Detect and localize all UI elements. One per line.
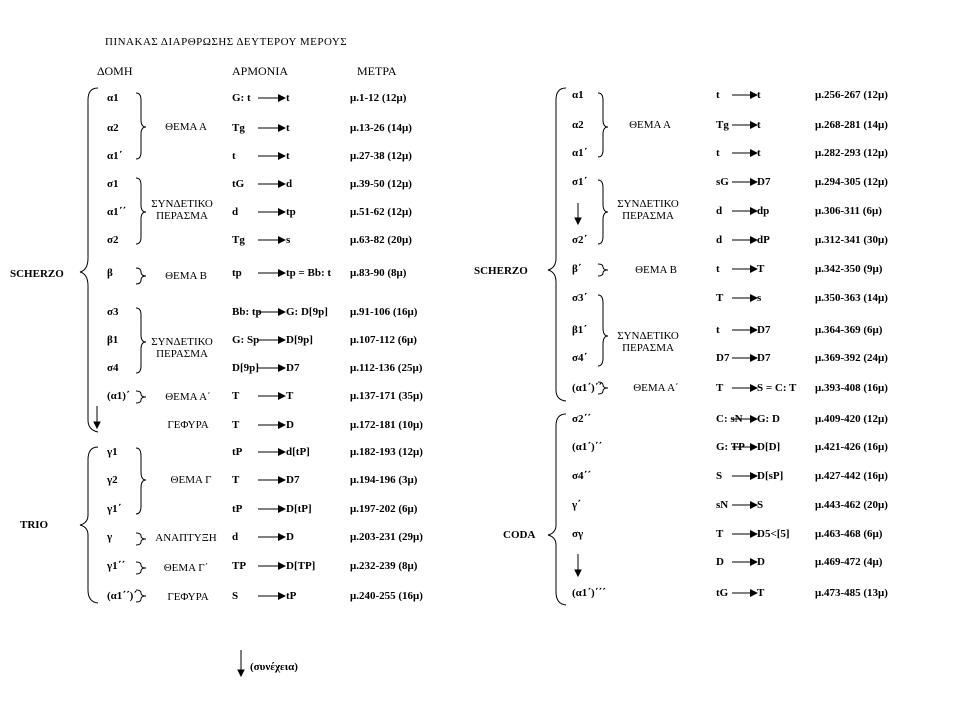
harmony-arrow-icon [258, 307, 288, 317]
structure-label: σ2 [107, 234, 119, 246]
harmony-start: T [716, 528, 724, 540]
harmony-start: Bb: tp [232, 306, 262, 318]
structure-label: β [107, 267, 113, 279]
measure-range: μ.256-267 (12μ) [815, 89, 888, 101]
harmony-end: t [757, 147, 761, 159]
measure-range: μ.194-196 (3μ) [350, 474, 418, 486]
harmony-arrow-icon [258, 475, 288, 485]
measure-range: μ.350-363 (14μ) [815, 292, 888, 304]
harmony-arrow-icon [258, 363, 288, 373]
harmony-arrow-icon [258, 93, 288, 103]
structure-label: β1΄ [572, 324, 587, 336]
harmony-end: s [757, 292, 762, 304]
harmony-arrow-icon [732, 588, 760, 598]
harmony-end: tp [286, 206, 296, 218]
harmony-end: S = C: T [757, 382, 797, 394]
measure-range: μ.312-341 (30μ) [815, 234, 888, 246]
structure-label: α1΄΄ [107, 206, 126, 218]
measure-range: μ.369-392 (24μ) [815, 352, 888, 364]
harmony-arrow-icon [258, 179, 288, 189]
measure-range: μ.294-305 (12μ) [815, 176, 888, 188]
harmony-arrow-icon [258, 420, 288, 430]
measure-range: μ.51-62 (12μ) [350, 206, 412, 218]
harmony-end: D7 [757, 176, 771, 188]
measure-range: μ.409-420 (12μ) [815, 413, 888, 425]
harmony-start: d [232, 531, 239, 543]
measure-range: μ.197-202 (6μ) [350, 503, 418, 515]
measure-range: μ.463-468 (6μ) [815, 528, 883, 540]
harmony-end: d [286, 178, 293, 190]
harmony-arrow-icon [732, 120, 760, 130]
structure-label: α1΄ [572, 147, 588, 159]
harmony-arrow-icon [732, 206, 760, 216]
harmony-start: tP [232, 503, 243, 515]
harmony-end: t [286, 92, 290, 104]
harmony-start: D [716, 556, 724, 568]
measure-range: μ.282-293 (12μ) [815, 147, 888, 159]
measure-range: μ.306-311 (6μ) [815, 205, 882, 217]
harmony-arrow-icon [732, 353, 760, 363]
harmony-start: T [232, 474, 240, 486]
measure-range: μ.112-136 (25μ) [350, 362, 423, 374]
section-scherzo: SCHERZO [10, 268, 64, 280]
harmony-arrow-icon [732, 471, 760, 481]
theme-label: ΘΕΜΑ Α [165, 121, 207, 133]
structure-label: (α1΄)΄΄ [572, 382, 602, 394]
measure-range: μ.39-50 (12μ) [350, 178, 412, 190]
structure-label: σ4΄΄ [572, 470, 591, 482]
structure-label: β΄ [572, 263, 582, 275]
measure-range: μ.137-171 (35μ) [350, 390, 423, 402]
page-title: ΠΙΝΑΚΑΣ ΔΙΑΡΘΡΩΣΗΣ ΔΕΥΤΕΡΟΥ ΜΕΡΟΥΣ [105, 36, 348, 48]
harmony-start: Tg [232, 234, 245, 246]
structure-label: σ4΄ [572, 352, 588, 364]
harmony-start: d [232, 206, 239, 218]
structure-label: α2 [107, 122, 119, 134]
structure-label: σ2΄΄ [572, 413, 591, 425]
harmony-end: t [757, 89, 761, 101]
measure-range: μ.1-12 (12μ) [350, 92, 407, 104]
measure-range: μ.427-442 (16μ) [815, 470, 888, 482]
harmony-start: G: t [232, 92, 251, 104]
harmony-end: d[tP] [286, 446, 310, 458]
harmony-arrow-icon [732, 557, 760, 567]
measure-range: μ.13-26 (14μ) [350, 122, 412, 134]
harmony-end: dP [757, 234, 770, 246]
harmony-arrow-icon [732, 264, 760, 274]
measure-range: μ.421-426 (16μ) [815, 441, 888, 453]
harmony-end: dp [757, 205, 770, 217]
structure-label: (α1)΄ [107, 390, 130, 402]
harmony-arrow-icon [732, 529, 760, 539]
measure-range: μ.342-350 (9μ) [815, 263, 883, 275]
harmony-arrow-icon [258, 335, 288, 345]
harmony-end: G: D[9p] [286, 306, 328, 318]
harmony-end: tP [286, 590, 297, 602]
harmony-start: Tg [232, 122, 245, 134]
harmony-start: G: Sp [232, 334, 260, 346]
structure-label: γ [107, 531, 113, 543]
harmony-end: D[D] [757, 441, 781, 453]
structure-label: α1 [572, 89, 584, 101]
harmony-start: t [232, 150, 236, 162]
harmony-start: T [716, 382, 724, 394]
harmony-start: sG [716, 176, 729, 188]
harmony-arrow-icon [732, 500, 760, 510]
theme-label: ΘΕΜΑ Β [165, 270, 207, 282]
measure-range: μ.203-231 (29μ) [350, 531, 423, 543]
measure-range: μ.182-193 (12μ) [350, 446, 423, 458]
harmony-start: S [232, 590, 239, 602]
structure-label: (α1΄΄)΄ [107, 590, 137, 602]
harmony-start: D[9p] [232, 362, 259, 374]
structure-label: γ1 [107, 446, 118, 458]
harmony-start: sN [716, 499, 729, 511]
harmony-arrow-icon [732, 442, 760, 452]
measure-range: μ.473-485 (13μ) [815, 587, 888, 599]
harmony-start: T [232, 390, 240, 402]
section-scherzo-reprise: SCHERZO [474, 265, 528, 277]
harmony-arrow-icon [258, 268, 288, 278]
structure-label: σ1΄ [572, 176, 588, 188]
harmony-start: d [716, 234, 723, 246]
structure-label: γ1΄΄ [107, 560, 125, 572]
structure-label: γ1΄ [107, 503, 122, 515]
harmony-start: Tg [716, 119, 729, 131]
harmony-arrow-icon [732, 235, 760, 245]
harmony-arrow-icon [732, 383, 760, 393]
harmony-start: t [716, 89, 720, 101]
measure-range: μ.393-408 (16μ) [815, 382, 888, 394]
theme-label: ΘΕΜΑ Γ΄ [163, 562, 209, 574]
harmony-start: TP [232, 560, 247, 572]
harmony-arrow-icon [258, 391, 288, 401]
harmony-end: t [286, 150, 290, 162]
harmony-end: T [757, 263, 765, 275]
measure-range: μ.268-281 (14μ) [815, 119, 888, 131]
harmony-arrow-icon [732, 90, 760, 100]
harmony-end: D[TP] [286, 560, 316, 572]
section-coda: CODA [503, 529, 536, 541]
header-harmony: ΑΡΜΟΝΙΑ [232, 64, 289, 78]
structure-label: (α1΄)΄΄ [572, 441, 602, 453]
continues-note: (συνέχεια) [250, 661, 298, 673]
measure-range: μ.364-369 (6μ) [815, 324, 883, 336]
structure-label: (α1΄)΄΄΄ [572, 587, 606, 599]
theme-label: ΑΝΑΠΤΥΞΗ [155, 532, 217, 544]
harmony-arrow-icon [258, 561, 288, 571]
harmony-arrow-icon [258, 151, 288, 161]
structure-label: σ1 [107, 178, 119, 190]
theme-label: ΣΥΝΔΕΤΙΚΟ ΠΕΡΑΣΜΑ [617, 330, 679, 354]
theme-label: ΓΕΦΥΡΑ [167, 591, 209, 603]
harmony-arrow-icon [258, 234, 291, 246]
structure-label: α1 [107, 92, 119, 104]
harmony-arrow-icon [258, 532, 288, 542]
harmony-end: D[tP] [286, 503, 312, 515]
harmony-arrow-icon [258, 591, 288, 601]
harmony-end: S [757, 499, 764, 511]
harmony-end: tp = Bb: t [286, 267, 332, 279]
harmony-arrow-icon [258, 504, 288, 514]
harmony-arrow-icon [258, 447, 288, 457]
harmony-arrow-icon [732, 325, 760, 335]
harmony-arrow-icon [732, 293, 760, 303]
structure-label: σ2΄ [572, 234, 588, 246]
measure-range: μ.63-82 (20μ) [350, 234, 412, 246]
harmony-start: tP [232, 446, 243, 458]
header-measures: ΜΕΤΡΑ [357, 64, 397, 78]
harmony-end: s [286, 234, 291, 246]
harmony-end: D7 [286, 474, 300, 486]
harmony-arrow-icon [258, 123, 288, 133]
harmony-start: G: TP [716, 441, 745, 453]
structure-label: σ3 [107, 306, 119, 318]
theme-label: ΘΕΜΑ Β [635, 264, 677, 276]
harmony-end: D7 [286, 362, 300, 374]
harmony-start: T [716, 292, 724, 304]
harmony-start: d [716, 205, 723, 217]
harmony-end: D [286, 419, 294, 431]
harmony-start: t [716, 263, 720, 275]
harmony-end: D [286, 531, 294, 543]
structure-label: β1 [107, 334, 119, 346]
harmony-end: t [757, 119, 761, 131]
theme-label: ΣΥΝΔΕΤΙΚΟ ΠΕΡΑΣΜΑ [151, 336, 213, 360]
structure-label: σ4 [107, 362, 119, 374]
harmony-start: tp [232, 267, 242, 279]
measure-range: μ.240-255 (16μ) [350, 590, 423, 602]
section-trio: TRIO [20, 519, 49, 531]
harmony-end: D7 [757, 352, 771, 364]
harmony-start: S [716, 470, 723, 482]
harmony-start: tG [232, 178, 245, 190]
measure-range: μ.91-106 (16μ) [350, 306, 418, 318]
measure-range: μ.172-181 (10μ) [350, 419, 423, 431]
theme-label: ΘΕΜΑ Α΄ [633, 382, 679, 394]
theme-label: ΓΕΦΥΡΑ [167, 419, 209, 431]
theme-label: ΘΕΜΑ Α΄ [165, 391, 211, 403]
theme-label: ΣΥΝΔΕΤΙΚΟ ΠΕΡΑΣΜΑ [617, 198, 679, 222]
harmony-arrow-icon [732, 414, 760, 424]
harmony-end: T [286, 390, 294, 402]
theme-label: ΘΕΜΑ Α [629, 119, 671, 131]
measure-range: μ.443-462 (20μ) [815, 499, 888, 511]
harmony-start: t [716, 324, 720, 336]
measure-range: μ.469-472 (4μ) [815, 556, 883, 568]
structure-label: α2 [572, 119, 584, 131]
structure-label: σγ [572, 528, 584, 540]
harmony-end: D [757, 556, 765, 568]
theme-label: ΣΥΝΔΕΤΙΚΟ ΠΕΡΑΣΜΑ [151, 198, 213, 222]
harmony-end: T [757, 587, 765, 599]
structure-label: γ΄ [572, 499, 581, 511]
harmony-end: D[9p] [286, 334, 313, 346]
harmony-end: D5<[5] [757, 528, 790, 540]
harmony-start: tG [716, 587, 729, 599]
structure-label: σ3΄ [572, 292, 588, 304]
harmony-end: D7 [757, 324, 771, 336]
structure-label: α1΄ [107, 150, 123, 162]
measure-range: μ.83-90 (8μ) [350, 267, 407, 279]
harmony-start: D7 [716, 352, 730, 364]
measure-range: μ.27-38 (12μ) [350, 150, 412, 162]
harmony-start: T [232, 419, 240, 431]
harmony-arrow-icon [258, 207, 288, 217]
measure-range: μ.107-112 (6μ) [350, 334, 417, 346]
harmony-arrow-icon [732, 177, 760, 187]
structure-label: γ2 [107, 474, 118, 486]
harmony-end: D[sP] [757, 470, 784, 482]
theme-label: ΘΕΜΑ Γ [170, 474, 212, 486]
harmony-start: C: sN [716, 413, 743, 425]
harmony-start: t [716, 147, 720, 159]
harmony-end: t [286, 122, 290, 134]
measure-range: μ.232-239 (8μ) [350, 560, 418, 572]
harmony-end: G: D [757, 413, 780, 425]
harmony-arrow-icon [732, 148, 760, 158]
header-structure: ΔΟΜΗ [97, 64, 133, 78]
